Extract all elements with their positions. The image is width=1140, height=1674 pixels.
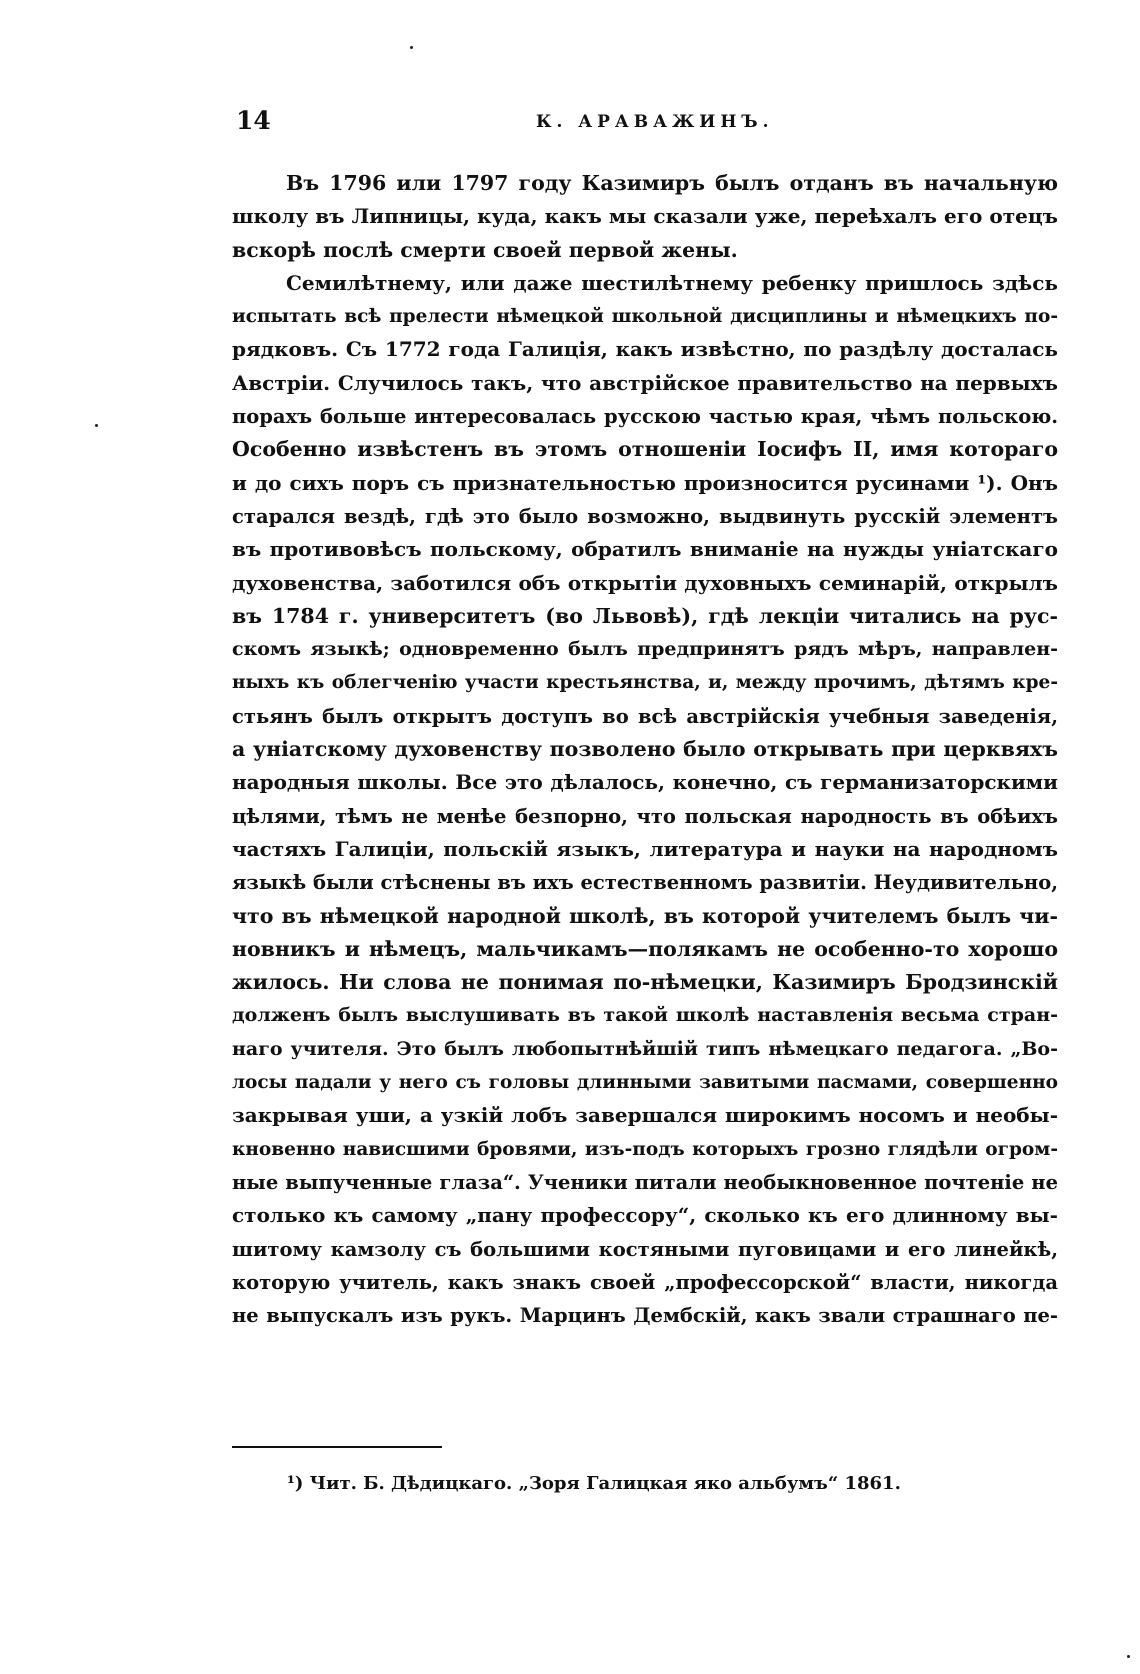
text-line: новникъ и нѣмецъ, мальчикамъ—полякамъ не особенно-то хорошо	[232, 936, 1058, 961]
text-line: школу въ Липницы, куда, какъ мы сказали уже, переѣхалъ его отецъ	[232, 204, 1058, 229]
text-line: ныхъ къ облегченію участи крестьянства, и, между прочимъ, дѣтямъ кре-	[232, 672, 1058, 694]
text-line: лосы падали у него съ головы длинными завитыми пасмами, совершенно	[232, 1072, 1058, 1094]
text-line: которую учитель, какъ знакъ своей „профессорской“ власти, никогда	[232, 1270, 1058, 1294]
text-line: Семилѣтнему, или даже шестилѣтнему ребенку пришлось здѣсь	[286, 270, 1058, 295]
text-line: не выпускалъ изъ рукъ. Марцинъ Дембскій, какъ звали страшнаго пе-	[232, 1304, 1058, 1328]
text-line: закрывая уши, а узкій лобъ завершался широкимъ носомъ и необы-	[232, 1103, 1058, 1128]
print-speck	[410, 46, 413, 49]
print-speck	[95, 424, 98, 427]
print-speck	[1127, 1655, 1130, 1658]
page-number: 14	[236, 106, 271, 135]
text-line: старался вездѣ, гдѣ это было возможно, выдвинуть русскій элементъ	[232, 504, 1058, 528]
text-line: шитому камзолу съ большими костяными пуговицами и его линейкѣ,	[232, 1237, 1058, 1261]
text-line: въ 1784 г. университетъ (во Львовѣ), гдѣ лекціи читались на рус-	[232, 603, 1058, 628]
text-line: частяхъ Галиціи, польскій языкъ, литература и науки на народномъ	[232, 836, 1058, 861]
text-line: духовенства, заботился объ открытіи духовныхъ семинарій, открылъ	[232, 570, 1058, 595]
text-line: что въ нѣмецкой народной школѣ, въ которой учителемъ былъ чи-	[232, 903, 1058, 928]
text-line: столько къ самому „пану профессору“, сколько къ его длинному вы-	[232, 1203, 1058, 1228]
running-head: К. АРАВАЖИНЪ.	[536, 112, 774, 132]
footnote: ¹) Чит. Б. Дѣдицкаго. „Зоря Галицкая яко альбумъ“ 1861.	[287, 1473, 901, 1494]
text-line: жилось. Ни слова не понимая по-нѣмецки, Казимиръ Бродзинскій	[232, 970, 1058, 995]
page-header	[236, 106, 1059, 146]
text-line: цѣлями, тѣмъ не менѣе безпорно, что польская народность въ обѣихъ	[232, 804, 1058, 828]
text-line: Въ 1796 или 1797 году Казимиръ былъ отданъ въ начальную	[286, 171, 1058, 195]
body-text	[232, 167, 1058, 1332]
text-line: долженъ былъ выслушивать въ такой школѣ наставленія весьма стран-	[232, 1004, 1058, 1027]
text-line: испытать всѣ прелести нѣмецкой школьной дисциплины и нѣмецкихъ по-	[232, 306, 1058, 328]
text-line: вскорѣ послѣ смерти своей первой жены.	[232, 237, 738, 262]
text-line: ные выпученные глаза“. Ученики питали необыкновенное почтеніе не	[232, 1170, 1058, 1194]
text-line: въ противовѣсъ польскому, обратилъ вниманіе на нужды уніатскаго	[232, 537, 1058, 562]
text-line: языкѣ были стѣснены въ ихъ естественномъ развитіи. Неудивительно,	[232, 871, 1058, 895]
text-line: наго учителя. Это былъ любопытнѣйшій типъ нѣмецкаго педагога. „Во-	[232, 1037, 1058, 1060]
text-line: Австріи. Случилось такъ, что австрійское правительство на первыхъ	[232, 370, 1058, 395]
text-line: порахъ больше интересовалась русскою частью края, чѣмъ польскою.	[232, 405, 1058, 429]
text-line: и до сихъ поръ съ признательностью произносится русинами ¹). Онъ	[232, 470, 1058, 495]
text-line: скомъ языкѣ; одновременно былъ предпринятъ рядъ мѣръ, направлен-	[232, 638, 1058, 661]
text-line: стьянъ былъ открытъ доступъ во всѣ австрійскія учебныя заведенія,	[232, 704, 1058, 728]
footnote-rule	[232, 1446, 442, 1448]
text-line: а уніатскому духовенству позволено было открывать при церквяхъ	[232, 737, 1058, 762]
text-line: народныя школы. Все это дѣлалось, конечно, съ германизаторскими	[232, 770, 1058, 795]
text-line: кновенно нависшими бровями, изъ-подъ которыхъ грозно глядѣли огром-	[232, 1138, 1058, 1160]
text-line: рядковъ. Съ 1772 года Галиція, какъ извѣстно, по раздѣлу досталась	[232, 337, 1058, 362]
text-line: Особенно извѣстенъ въ этомъ отношеніи Іосифъ II, имя котораго	[232, 437, 1058, 462]
